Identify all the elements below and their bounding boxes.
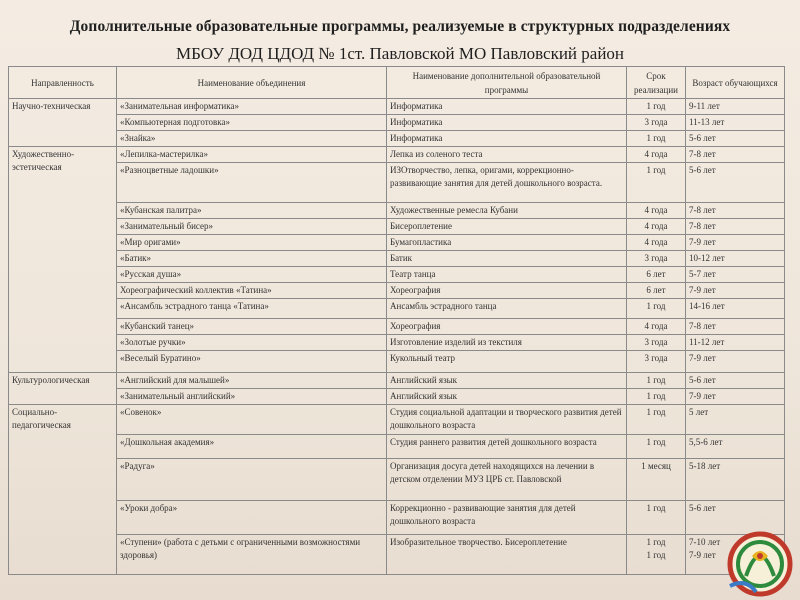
- association-cell: «Радуга»: [117, 459, 387, 501]
- term-cell: 4 года: [627, 219, 686, 235]
- term-cell: 4 года: [627, 147, 686, 163]
- term-cell: 3 года: [627, 351, 686, 373]
- term-cell: 3 года: [627, 115, 686, 131]
- association-cell: Хореографический коллектив «Татина»: [117, 283, 387, 299]
- table-row: [9, 267, 785, 283]
- term-cell: 3 года: [627, 335, 686, 351]
- program-cell: Художественные ремесла Кубани: [387, 203, 627, 219]
- table-row: [9, 501, 785, 535]
- table-row: [9, 535, 785, 575]
- association-cell: «Золотые ручки»: [117, 335, 387, 351]
- table-body: [9, 99, 785, 575]
- age-cell: 5-6 лет: [686, 163, 785, 203]
- age-cell: 11-12 лет: [686, 335, 785, 351]
- association-cell: «Английский для малышей»: [117, 373, 387, 389]
- program-cell: Кукольный театр: [387, 351, 627, 373]
- header-program: Наименование дополнительной образовательной программы: [387, 67, 627, 99]
- age-cell: 5-6 лет: [686, 373, 785, 389]
- direction-cell: Художественно-эстетическая: [9, 147, 117, 373]
- header-age: Возраст обучающихся: [686, 67, 785, 99]
- association-cell: «Ансамбль эстрадного танца «Татина»: [117, 299, 387, 319]
- age-cell: 7-9 лет: [686, 351, 785, 373]
- program-cell: Изготовление изделий из текстиля: [387, 335, 627, 351]
- table-row: [9, 203, 785, 219]
- emblem-center: [757, 553, 763, 559]
- term-cell: 4 года: [627, 235, 686, 251]
- header-association: Наименование объединения: [117, 67, 387, 99]
- program-cell: Организация досуга детей находящихся на лечении в детском отделении МУЗ ЦРБ ст. Павловской: [387, 459, 627, 501]
- program-cell: Ансамбль эстрадного танца: [387, 299, 627, 319]
- term-cell: 1 год: [627, 389, 686, 405]
- association-cell: «Кубанский танец»: [117, 319, 387, 335]
- association-cell: «Занимательный английский»: [117, 389, 387, 405]
- term-cell: 1 год: [627, 501, 686, 535]
- age-cell: 7-10 лет 7-9 лет: [686, 535, 785, 575]
- table-row: [9, 299, 785, 319]
- program-cell: Английский язык: [387, 373, 627, 389]
- program-cell: Лепка из соленого теста: [387, 147, 627, 163]
- program-cell: ИЗОтворчество, лепка, оригами, коррекционно-развивающие занятия для детей дошкольного возраста.: [387, 163, 627, 203]
- age-cell: 5,5-6 лет: [686, 435, 785, 459]
- term-cell: 6 лет: [627, 283, 686, 299]
- page-subtitle: МБОУ ДОД ЦДОД № 1ст. Павловской МО Павловский район: [175, 44, 625, 63]
- association-cell: «Совенок»: [117, 405, 387, 435]
- age-cell: 7-9 лет: [686, 283, 785, 299]
- program-cell: Информатика: [387, 115, 627, 131]
- program-cell: Театр танца: [387, 267, 627, 283]
- association-cell: «Дошкольная академия»: [117, 435, 387, 459]
- program-cell: Коррекционно - развивающие занятия для детей дошкольного возраста: [387, 501, 627, 535]
- table-header-row: [9, 67, 785, 99]
- table-row: [9, 319, 785, 335]
- table-row: [9, 435, 785, 459]
- association-cell: «Уроки добра»: [117, 501, 387, 535]
- table-row: [9, 335, 785, 351]
- age-cell: 5-18 лет: [686, 459, 785, 501]
- program-cell: Хореография: [387, 319, 627, 335]
- table-row: [9, 373, 785, 389]
- term-cell: 1 год: [627, 405, 686, 435]
- age-cell: 10-12 лет: [686, 251, 785, 267]
- age-cell: 14-16 лет: [686, 299, 785, 319]
- association-cell: «Ступени» (работа с детьми с ограниченными возможностями здоровья): [117, 535, 387, 575]
- age-cell: 7-9 лет: [686, 235, 785, 251]
- term-cell: 3 года: [627, 251, 686, 267]
- association-cell: «Компьютерная подготовка»: [117, 115, 387, 131]
- table-row: [9, 405, 785, 435]
- program-cell: Студия социальной адаптации и творческого развития детей дошкольного возраста: [387, 405, 627, 435]
- age-cell: 9-11 лет: [686, 99, 785, 115]
- association-cell: «Русская душа»: [117, 267, 387, 283]
- age-cell: 5-6 лет: [686, 501, 785, 535]
- term-cell: 1 год: [627, 163, 686, 203]
- association-cell: «Лепилка-мастерилка»: [117, 147, 387, 163]
- table-row: [9, 389, 785, 405]
- term-cell: 1 месяц: [627, 459, 686, 501]
- age-cell: 5-7 лет: [686, 267, 785, 283]
- age-cell: 7-8 лет: [686, 319, 785, 335]
- term-cell: 1 год: [627, 99, 686, 115]
- association-cell: «Знайка»: [117, 131, 387, 147]
- association-cell: «Разноцветные ладошки»: [117, 163, 387, 203]
- term-cell: 4 года: [627, 203, 686, 219]
- table-row: [9, 235, 785, 251]
- table-row: [9, 147, 785, 163]
- age-cell: 5-6 лет: [686, 131, 785, 147]
- term-cell: 1 год: [627, 299, 686, 319]
- header-term: Срок реализации: [627, 67, 686, 99]
- program-cell: Студия раннего развития детей дошкольного возраста: [387, 435, 627, 459]
- program-cell: Английский язык: [387, 389, 627, 405]
- table-row: [9, 99, 785, 115]
- program-cell: Бисероплетение: [387, 219, 627, 235]
- age-cell: 11-13 лет: [686, 115, 785, 131]
- table-row: [9, 283, 785, 299]
- table-row: [9, 459, 785, 501]
- age-cell: 7-8 лет: [686, 219, 785, 235]
- association-cell: «Занимательный бисер»: [117, 219, 387, 235]
- age-cell: 7-8 лет: [686, 147, 785, 163]
- direction-cell: Научно-техническая: [9, 99, 117, 147]
- table-row: [9, 351, 785, 373]
- emblem-logo: [716, 516, 796, 600]
- table-row: [9, 163, 785, 203]
- program-cell: Бумагопластика: [387, 235, 627, 251]
- association-cell: «Кубанская палитра»: [117, 203, 387, 219]
- term-cell: 1 год: [627, 373, 686, 389]
- term-cell: 4 года: [627, 319, 686, 335]
- direction-cell: Культурологическая: [9, 373, 117, 405]
- table-row: [9, 219, 785, 235]
- association-cell: «Мир оригами»: [117, 235, 387, 251]
- table-row: [9, 131, 785, 147]
- table-row: [9, 115, 785, 131]
- programs-table: [8, 66, 785, 575]
- program-cell: Изобразительное творчество. Бисероплетение: [387, 535, 627, 575]
- program-cell: Информатика: [387, 99, 627, 115]
- table-row: [9, 251, 785, 267]
- header-direction: Направленность: [9, 67, 117, 99]
- term-cell: 1 год: [627, 435, 686, 459]
- age-cell: 5 лет: [686, 405, 785, 435]
- association-cell: «Веселый Буратино»: [117, 351, 387, 373]
- page-title: Дополнительные образовательные программы, реализуемые в структурных подразделениях: [69, 18, 731, 35]
- term-cell: 1 год: [627, 131, 686, 147]
- age-cell: 7-8 лет: [686, 203, 785, 219]
- term-cell: 1 год 1 год: [627, 535, 686, 575]
- program-cell: Хореография: [387, 283, 627, 299]
- association-cell: «Батик»: [117, 251, 387, 267]
- term-cell: 6 лет: [627, 267, 686, 283]
- age-cell: 7-9 лет: [686, 389, 785, 405]
- direction-cell: Социально-педагогическая: [9, 405, 117, 575]
- program-cell: Батик: [387, 251, 627, 267]
- association-cell: «Занимательная информатика»: [117, 99, 387, 115]
- program-cell: Информатика: [387, 131, 627, 147]
